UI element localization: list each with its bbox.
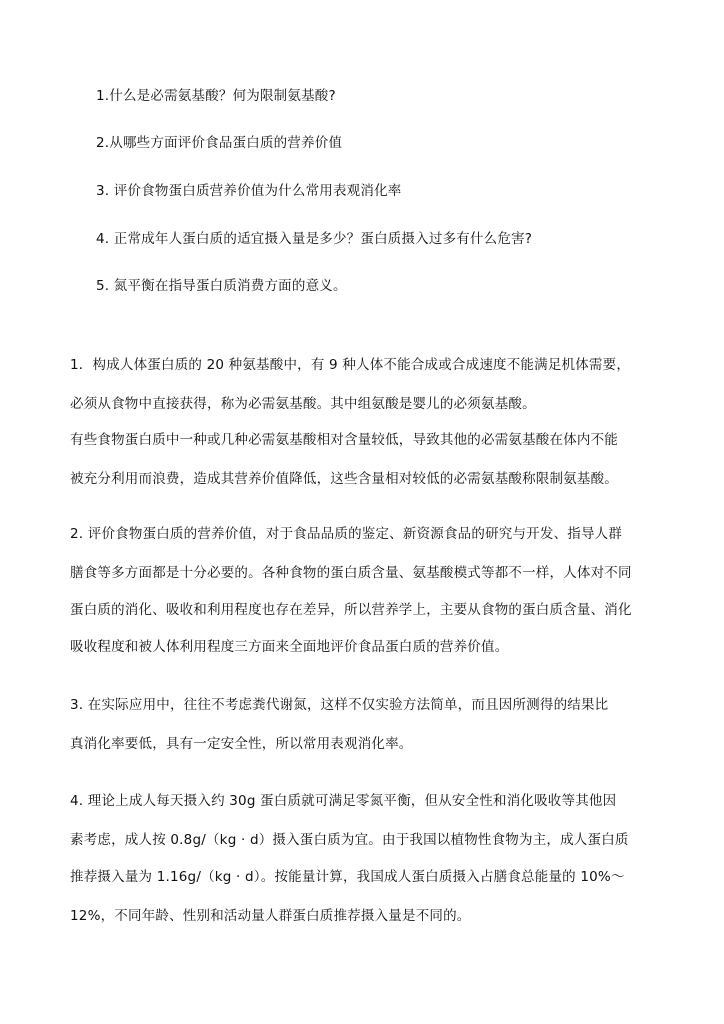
question-3: 3. 评价食物蛋白质营养价值为什么常用表观消化率 — [96, 183, 402, 199]
answer-3-line: 真消化率要低，具有一定安全性，所以常用表观消化率。 — [70, 736, 413, 752]
question-2: 2.从哪些方面评价食品蛋白质的营养价值 — [96, 135, 343, 151]
question-4: 4. 正常成年人蛋白质的适宜摄入量是多少？蛋白质摄入过多有什么危害? — [96, 231, 533, 247]
answer-2-line: 吸收程度和被人体利用程度三方面来全面地评价食品蛋白质的营养价值。 — [70, 639, 509, 655]
answer-4-line: 4. 理论上成人每天摄入约 30g 蛋白质就可满足零氮平衡，但从安全性和消化吸收等其他因 — [70, 793, 617, 809]
answer-1-line: 1．构成人体蛋白质的 20 种氨基酸中，有 9 种人体不能合成或合成速度不能满足机体需要， — [70, 357, 631, 373]
question-5: 5. 氮平衡在指导蛋白质消费方面的意义。 — [96, 278, 347, 294]
answer-1-line: 被充分利用而浪费，造成其营养价值降低，这些含量相对较低的必需氨基酸称限制氨基酸。 — [70, 471, 618, 487]
question-1: 1.什么是必需氨基酸？何为限制氨基酸? — [96, 88, 336, 104]
answer-2-line: 2. 评价食物蛋白质的营养价值，对于食品品质的鉴定、新资源食品的研究与开发、指导人群 — [70, 526, 623, 542]
answer-1-line: 有些食物蛋白质中一种或几种必需氨基酸相对含量较低，导致其他的必需氨基酸在体内不能 — [70, 432, 618, 448]
answer-4-line: 推荐摄入量为 1.16g/（kg · d）。按能量计算，我国成人蛋白质摄入占膳食总能量的 10%～ — [70, 869, 625, 885]
answer-4-line: 12%，不同年龄、性别和活动量人群蛋白质推荐摄入量是不同的。 — [70, 908, 471, 924]
answer-2-line: 蛋白质的消化、吸收和利用程度也存在差异，所以营养学上，主要从食物的蛋白质含量、消化 — [70, 602, 632, 618]
answer-3-line: 3. 在实际应用中，往往不考虑粪代谢氮，这样不仅实验方法简单，而且因所测得的结果比 — [70, 697, 609, 713]
answer-1-line: 必须从食物中直接获得，称为必需氨基酸。其中组氨酸是婴儿的必须氨基酸。 — [70, 396, 536, 412]
answer-4-line: 素考虑，成人按 0.8g/（kg · d）摄入蛋白质为宜。由于我国以植物性食物为主，成人蛋白质 — [70, 832, 629, 848]
answer-2-line: 膳食等多方面都是十分必要的。各种食物的蛋白质含量、氨基酸模式等都不一样，人体对不同 — [70, 565, 632, 581]
